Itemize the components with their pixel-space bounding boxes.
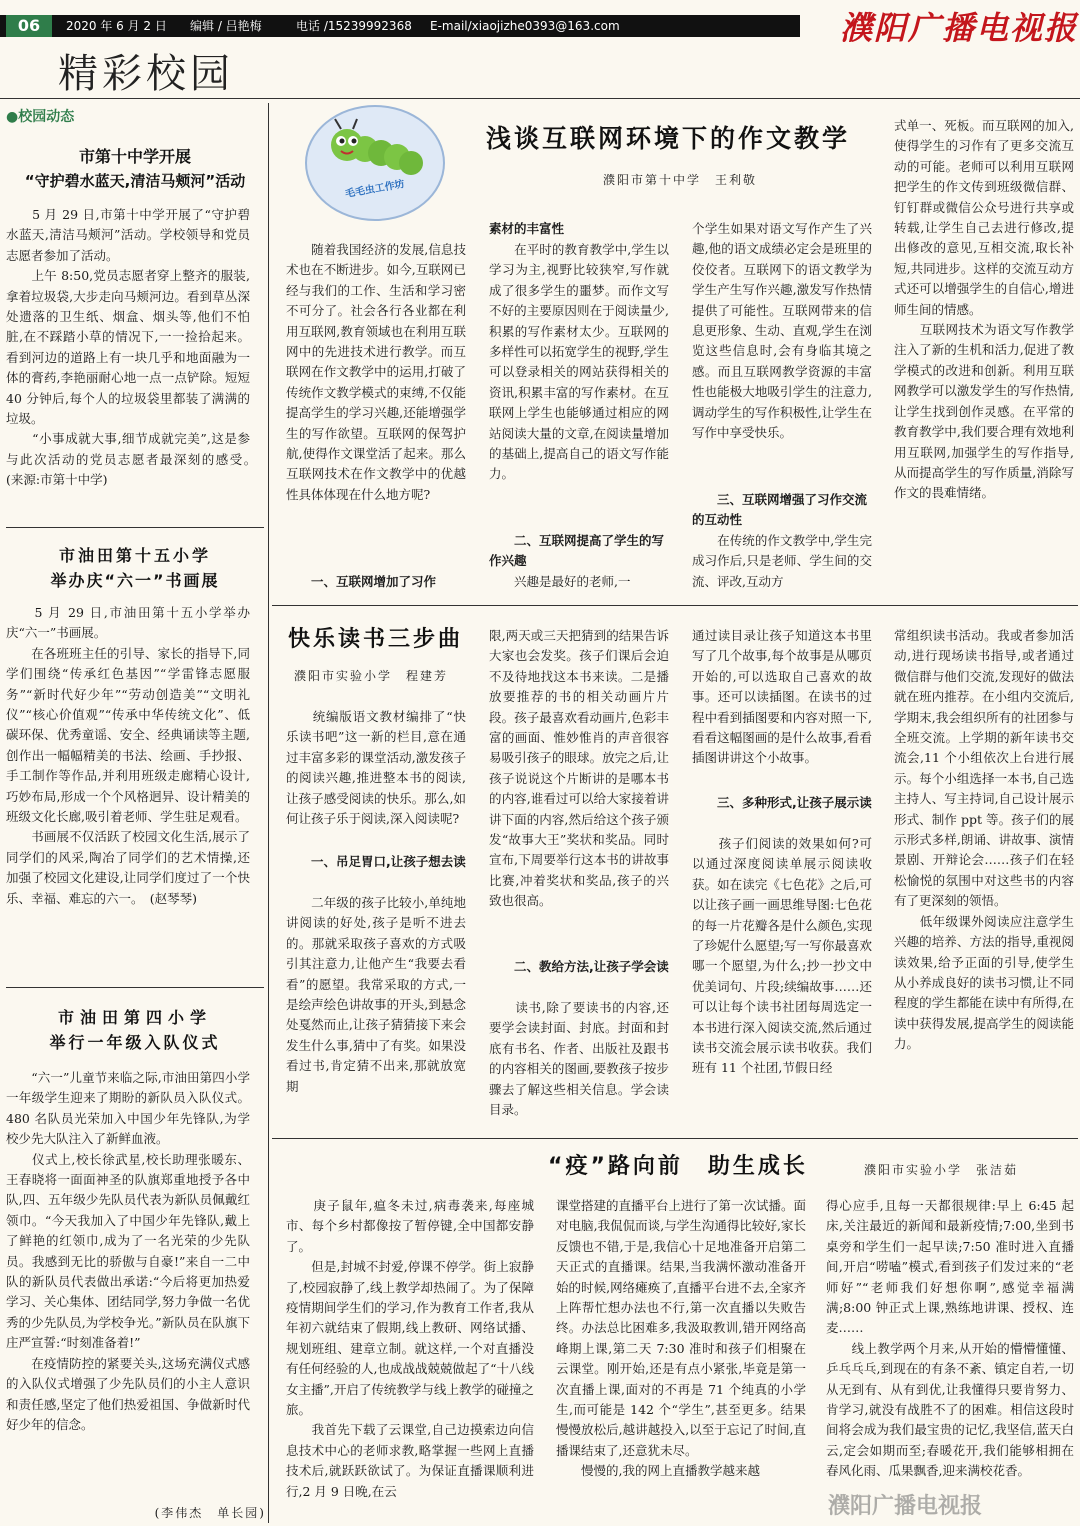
article-body: 庚子鼠年,瘟冬未过,病毒袭来,每座城市、每个乡村都像按了暂停键,全中国都安静了。 但是,封城不封爱,停课不停学。街上寂静了,校园寂静了,线上教学却热闹了。为了保障疫情期间学生们的学习,作为教育工作者,我从年初六就结束了假期,线上教研、网络试播、规划班组、建章立制。就这样,一个对直播没有任何经验的人,也成战战兢兢做起了“十八线女主播”,开启了传统教学与线上教学的碰撞之旅。 我首先下载了云课堂,自己边摸索边向信息技术中心的老师求教,略掌握一些网上直播技术后,就跃跃欲试了。为保证直播课顺利进行,2 月 9 日晚,在云	[286, 1198, 534, 1499]
article-byline: (李伟杰 单长园)	[154, 1506, 266, 1520]
article-body: 个学生如果对语文写作产生了兴趣,他的语文成绩必定会是班里的佼佼者。互联网下的语文教学为学生产生写作兴趣,激发写作热情提供了可能性。互联网带来的信息更形象、生动、直观,学生在浏览这些信息时,会有身临其境之感。而且互联网教学资源的丰富性也能极大地吸引学生的注意力,调动学生的写作积极性,让学生在写作中享受快乐。	[692, 221, 872, 441]
article-subheading: 二、互联网提高了学生的写作兴趣	[489, 533, 665, 568]
article-body: 限,两天或三天把猜到的结果告诉大家也会发奖。孩子们课后会迫不及待地找这本书来读。二是播放要推荐的书的相关动画片片段。孩子最喜欢看动画片,色彩丰富的画面、惟妙惟肖的声音很容易吸引孩子的眼球。放完之后,让孩子说说这个片断讲的是哪本书的内容,谁看过可以给大家接着讲讲下面的内容,然后给这个孩子颁发“故事大王”奖状和奖品。同时宣布,下周要举行这本书的讲故事比赛,冲着奖状和奖品,孩子的兴致也很高。	[489, 628, 669, 909]
article-body: 式单一、死板。而互联网的加入,使得学生的习作有了更多交流互动的可能。老师可以利用互联网把学生的作文传到班级微信群、钉钉群或微信公众号进行共享或转载,让学生自己去进行修改,提出修改的意见,互相交流,取长补短,共同进步。这样的交流互动方式还可以增强学生的自信心,增进师生间的情感。 互联网技术为语文写作教学注入了新的生机和活力,促进了教学模式的改进和创新。利用互联网教学可以激发学生的写作热情,让学生找到创作灵感。在平常的教育教学中,我们要合理有效地利用互联网,加强学生的写作指导,从而提高学生的写作质量,消除写作文的畏难情绪。	[894, 118, 1074, 501]
article-title-line1: 市第十中学开展	[78, 147, 191, 166]
article-body: 二年级的孩子比较小,单纯地讲阅读的好处,孩子是听不进去的。那就采取孩子喜欢的方式吸引其注意力,让他产生“我要去看看”的愿望。我常采取的方式,一是绘声绘色讲故事的开头,到悬念处戛然而止,让孩子猜猜接下来会发生什么事,猜中了有奖。如果没看过书,肯定猜不出来,那就放宽期	[286, 895, 466, 1094]
bullet-icon: ●	[6, 109, 19, 125]
article-body: 在平时的教育教学中,学生以学习为主,视野比较狭窄,写作就成了很多学生的噩梦。而作文写不好的主要原因则在于阅读量少,积累的写作素材太少。互联网的多样性可以拓宽学生的视野,学生可以登录相关的网站获得相关的资讯,积累丰富的写作素材。在互联网上学生也能够通过相应的网站阅读大量的文章,在阅读量增加的基础上,提高自己的语文写作能力。	[489, 242, 669, 482]
article-body: 常组织读书活动。我或者参加活动,进行现场读书指导,或者通过微信群与他们交流,发现好的做法就在班内推荐。在小组内交流后,学期末,我会组织所有的社团参与全班交流。上学期的新年读书交流会,11 个小组依次上台进行展示。每个小组选择一本书,自己选主持人、写主持词,自己设计展示形式、制作 ppt 等。孩子们的展示形式多样,朗诵、讲故事、演情景剧、开辩论会……孩子们在轻松愉悦的氛围中对这些书的内容有了更深刻的领悟。 低年级课外阅读应注意学生兴趣的培养、方法的指导,重视阅读效果,给予正面的引导,使学生从小养成良好的读书习惯,让不同程度的学生都能在读中有所得,在读中获得发展,提高学生的阅读能力。	[894, 628, 1074, 1052]
article-subheading: 三、多种形式,让孩子展示读	[692, 795, 872, 810]
article-subheading: 二、教给方法,让孩子学会读	[489, 959, 669, 974]
caterpillar-logo	[305, 105, 445, 221]
article-byline: 濮阳市实验小学 程建芳	[294, 669, 449, 683]
article-body: 统编版语文教材编排了“快乐读书吧”这一新的栏目,意在通过丰富多彩的课堂活动,激发孩子的阅读兴趣,推进整本书的阅读,让孩子感受阅读的快乐。那么,如何让孩子乐于阅读,深入阅读呢?	[286, 709, 466, 827]
article-title: 浅谈互联网环境下的作文教学	[485, 124, 850, 153]
section-title: 精彩校园	[58, 51, 234, 97]
article-byline: 濮阳市实验小学 张洁茹	[864, 1163, 1019, 1177]
article-body: 5 月 29 日,市第十中学开展了“守护碧水蓝天,清洁马颊河”活动。学校领导和党员志愿者参加了活动。 上午 8:50,党员志愿者穿上整齐的服装,拿着垃圾袋,大步走向马颊河边。看到草丛深处遗落的卫生纸、烟盒、烟头等,他们不怕脏,在不踩踏小草的情况下,一一捡拾起来。看到河边的道路上有一块几乎和地面融为一体的膏药,李艳丽耐心地一点一点铲除。短短 40 分钟后,每个人的垃圾袋里都装了满满的垃圾。 “小事成就大事,细节成就完美”,这是参与此次活动的党员志愿者最深刻的感受。 (来源:市第十中学)	[6, 207, 250, 488]
caterpillar-icon	[307, 107, 443, 219]
category-text: 校园动态	[18, 109, 75, 125]
category-label	[6, 107, 266, 127]
article-divider	[6, 987, 264, 988]
newspaper-logo: 濮阳广播电视报	[840, 9, 1079, 47]
article-subheading: 一、互联网增加了习作	[286, 574, 437, 589]
article-body: 随着我国经济的发展,信息技术也在不断进步。如今,互联网已经与我们的工作、生活和学习密不可分了。社会各行各业都在利用互联网,教育领域也在利用互联网中的先进技术进行教学。而互联网在作文教学中的运用,打破了传统作文教学模式的束缚,不仅能提高学生的学习兴趣,还能增强学生的写作欲望。互联网的保驾护航,使得作文课堂活了起来。那么互联网技术在作文教学中的优越性具体体现在什么地方呢?	[286, 242, 466, 502]
editor-phone: 电话 /15239992368	[296, 19, 412, 33]
editor-email: E-mail/xiaojizhe0393@163.com	[430, 19, 620, 33]
article-title: 快乐读书三步曲	[288, 627, 464, 652]
article-body: 课堂搭建的直播平台上进行了第一次试播。面对电脑,我侃侃而谈,与学生沟通得比较好,家长反馈也不错,于是,我信心十足地准备开启第二天正式的直播课。结果,当我满怀激动准备开始的时候,网络瘫痪了,直播平台进不去,全家齐上阵帮忙想办法也不行,第一次直播以失败告终。办法总比困难多,我汲取教训,错开网络高峰期上课,第二天 7:30 准时和孩子们相聚在云课堂。刚开始,还是有点小紧张,毕竟是第一次直播上课,面对的不再是 71 个纯真的小学生,而可能是 142 个“学生”,甚至更多。结果慢慢放松后,越讲越投入,以至于忘记了时间,直播课结束了,还意犹未尽。 慢慢的,我的网上直播教学越来越	[556, 1198, 807, 1479]
article-divider	[272, 1138, 1078, 1139]
article-title-line1: 市油田第十五小学	[58, 546, 211, 565]
article-subheading: 一、吊足胃口,让孩子想去读	[286, 854, 466, 869]
article-body: “六一”儿童节来临之际,市油田第四小学一年级学生迎来了期盼的新队员入队仪式。480 名队员光荣加入中国少年先锋队,为学校少先大队注入了新鲜血液。 仪式上,校长徐武星,校长助理张暖东、王春晓将一面面神圣的队旗郑重地授予各中队,四、五年级少先队员代表为新队员佩戴红领巾。“今天我加入了中国少年先锋队,戴上了鲜艳的红领巾,成为了一名光荣的少先队员。我感到无比的骄傲与自豪!”来自一二中队的新队员代表做出承诺:“今后将更加热爱学习、关心集体、团结同学,努力争做一名优秀的少先队员,为学校争光。”新队员在队旗下庄严宣誓:“时刻准备着!” 在疫情防控的紧要关头,这场充满仪式感的入队仪式增强了少先队员们的小主人意识和责任感,坚定了他们热爱祖国、争做新时代好少年的信念。	[6, 1070, 250, 1432]
issue-date: 2020 年 6 月 2 日	[66, 19, 167, 33]
header-divider	[0, 98, 1080, 99]
sidebar-divider	[268, 103, 269, 1523]
article-body: 读书,除了要读书的内容,还要学会读封面、封底。封面和封底有书名、作者、出版社及跟书的内容相关的图画,要教孩子按步骤去了解这些相关信息。学会读目录。	[489, 1000, 669, 1118]
article-title-line2: 举行一年级入队仪式	[49, 1033, 221, 1052]
watermark: 濮阳广播电视报	[828, 1494, 983, 1519]
page-number: 06	[6, 15, 52, 37]
article-title: “疫”路向前 助生成长	[548, 1154, 808, 1179]
article-title-line2: 举办庆“六一”书画展	[50, 571, 220, 590]
article-byline: 濮阳市第十中学 王利敬	[602, 173, 757, 187]
article-body: 得心应手,且每一天都很规律:早上 6:45 起床,关注最近的新闻和最新疫情;7:00,坐到书桌旁和学生们一起早读;7:50 准时进入直播间,开启“唠嗑”模式,看到孩子们发过来的“老师好”“老师我们好想你啊”,感觉幸福满满;8:00 钟正式上课,熟练地讲课、授权、连麦…… 线上教学两个月来,从开始的懵懵懂懂、乒乓乓乓,到现在的有条不紊、镇定自若,一切从无到有、从有到优,让我懂得只要肯努力、肯学习,就没有战胜不了的困难。相信这段时间将会成为我们最宝贵的记忆,我坚信,蓝天白云,定会如期而至;春暖花开,我们能够相拥在春风化雨、瓜果飘香,迎来满校花香。	[826, 1198, 1074, 1479]
article-body: 通过读目录让孩子知道这本书里写了几个故事,每个故事是从哪页开始的,可以选取自己喜欢的故事。还可以读插图。在读书的过程中看到插图要和内容对照一下,看看这幅图画的是什么故事,看看插图讲讲这个小故事。	[692, 628, 872, 766]
article-body: 在传统的作文教学中,学生完成习作后,只是老师、学生间的交流、评改,互动方	[692, 533, 872, 589]
article-body: 兴趣是最好的老师,一	[489, 574, 631, 589]
article-divider	[272, 605, 1078, 606]
article-subheading: 素材的丰富性	[489, 221, 565, 236]
article-title-line2: “守护碧水蓝天,清洁马颊河”活动	[24, 172, 246, 190]
article-divider	[6, 527, 264, 528]
editor-name: 编辑 / 吕艳梅	[190, 19, 262, 33]
article-subheading: 三、互联网增强了习作交流的互动性	[692, 492, 868, 527]
article-title-line1: 市油田第四小学	[57, 1008, 212, 1027]
article-body: 5 月 29 日,市油田第十五小学举办庆“六一”书画展。 在各班班主任的引导、家长的指导下,同学们围绕“传承红色基因”“学雷锋志愿服务”“新时代好少年”“劳动创造美”“文明礼仪”“核心价值观”“传承中华传统文化”、低碳环保、优秀童谣、安全、经典诵读等主题,创作出一幅幅精美的书法、绘画、手抄报、手工制作等作品,并利用班级走廊精心设计,巧妙布局,形成一个个风格迥异、设计精美的班级文化长廊,吸引着老师、学生驻足观看。 书画展不仅活跃了校园文化生活,展示了同学们的风采,陶冶了同学们的艺术情操,还加强了校园文化建设,让同学们度过了一个快乐、幸福、难忘的六一。 (赵琴琴)	[6, 605, 250, 906]
badge-text: 毛毛虫工作坊	[344, 178, 406, 201]
article-body: 孩子们阅读的效果如何?可以通过深度阅读单展示阅读收获。如在读完《七色花》之后,可以让孩子画一画思维导图:七色花的每一片花瓣各是什么颜色,实现了珍妮什么愿望;写一写你最喜欢哪一个愿望,为什么;抄一抄文中优美词句、片段;续编故事……还可以让每个读书社团每周选定一本书进行深入阅读交流,然后通过读书交流会展示读书收获。我们班有 11 个社团,节假日经	[692, 836, 872, 1076]
